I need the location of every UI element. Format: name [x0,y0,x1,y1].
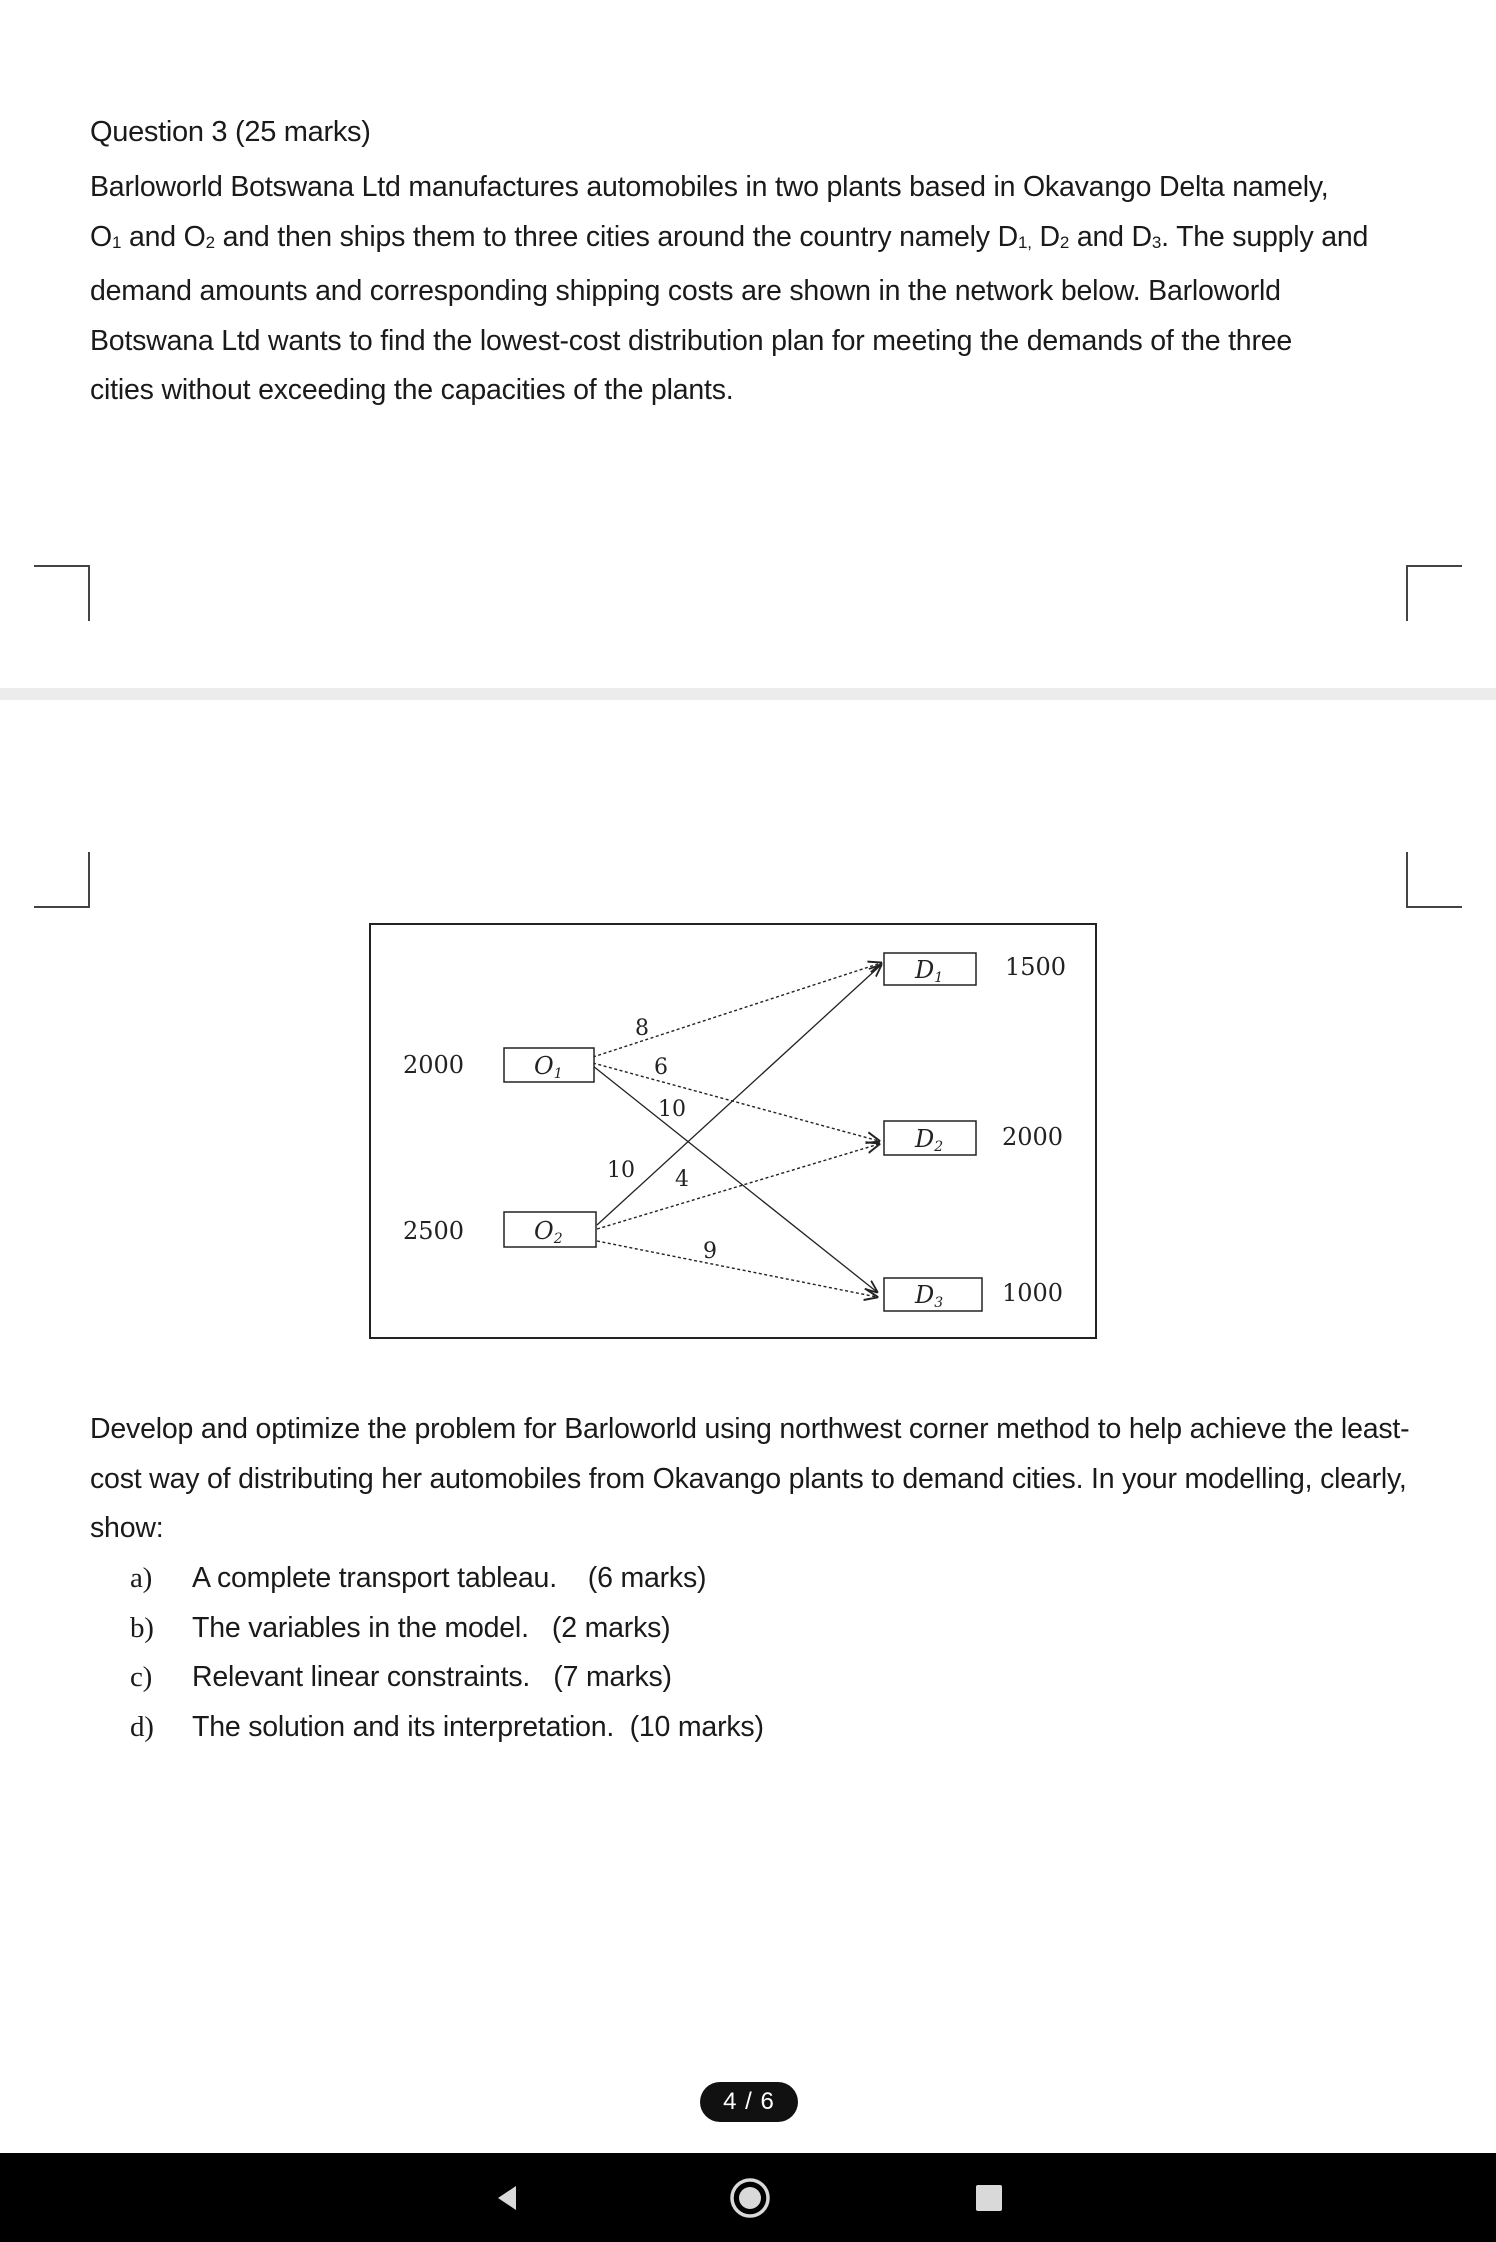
task-item-b: b) The variables in the model. (2 marks) [130,1611,671,1644]
supply-o2: 2500 [403,1217,465,1245]
task-list [130,1554,764,1752]
demand-d1: 1500 [1005,953,1067,981]
node-o1-label: O1 [534,1052,563,1082]
home-icon[interactable] [727,2175,773,2221]
question-body-line-2: $O_1$ and $O_2$ and then ships them to three cities around the country namely $D_{1,}$ $D_2$ and $D_3$. The supply and [90,220,1369,253]
cost-o1-d3: 10 [658,1097,686,1122]
document-page-1 [0,0,1496,688]
cost-o2-d2: 4 [675,1167,689,1192]
system-navigation-bar [0,2153,1496,2242]
document-page-2 [0,700,1496,2153]
crop-mark-bottom-left [34,565,90,621]
supply-o1: 2000 [403,1051,465,1079]
question-body-line-3: demand amounts and corresponding shipping costs are shown in the network below. Barloworld [90,275,1281,307]
cost-o1-d1: 8 [635,1016,649,1041]
transport-network-diagram [369,923,1097,1339]
back-icon[interactable] [484,2175,530,2221]
demand-d3: 1000 [1002,1279,1064,1307]
node-d1-label: D1 [915,956,944,986]
demand-d2: 2000 [1002,1123,1064,1151]
node-o2-label: O2 [534,1217,563,1247]
question-body-line-4: Botswana Ltd wants to find the lowest-cost distribution plan for meeting the demands of the three [90,324,1293,357]
recents-icon[interactable] [966,2175,1012,2221]
crop-mark-bottom-right [1406,565,1462,621]
task-item-d: d) The solution and its interpretation. (10 marks) [130,1710,764,1743]
task-item-a: a) A complete transport tableau. (6 marks) [130,1562,707,1594]
crop-mark-top-left [34,852,90,908]
crop-mark-top-right [1406,852,1462,908]
question-body [90,163,1420,416]
question-body-line-1: Barloworld Botswana Ltd manufactures automobiles in two plants based in Okavango Delta namely, [90,171,1329,203]
node-d3-label: D3 [915,1281,944,1311]
diagram-frame [370,924,1096,1338]
question-title: Question 3 (25 marks) [90,116,371,148]
node-d2-label: D2 [915,1125,944,1155]
question-body-line-5: cities without exceeding the capacities of the plants. [90,374,734,406]
cost-o2-d3: 9 [703,1239,717,1264]
task-item-c: c) Relevant linear constraints. (7 marks) [130,1661,672,1693]
page-indicator: 4 / 6 [700,2082,798,2122]
task-intro: Develop and optimize the problem for Barloworld using northwest corner method to help achieve the least-cost way of distributing her automobiles from Okavango plants to demand cities. In your modelling, clearly, show: [90,1413,1410,1544]
cost-o1-d2: 6 [654,1055,668,1080]
cost-o2-d1: 10 [607,1158,635,1183]
